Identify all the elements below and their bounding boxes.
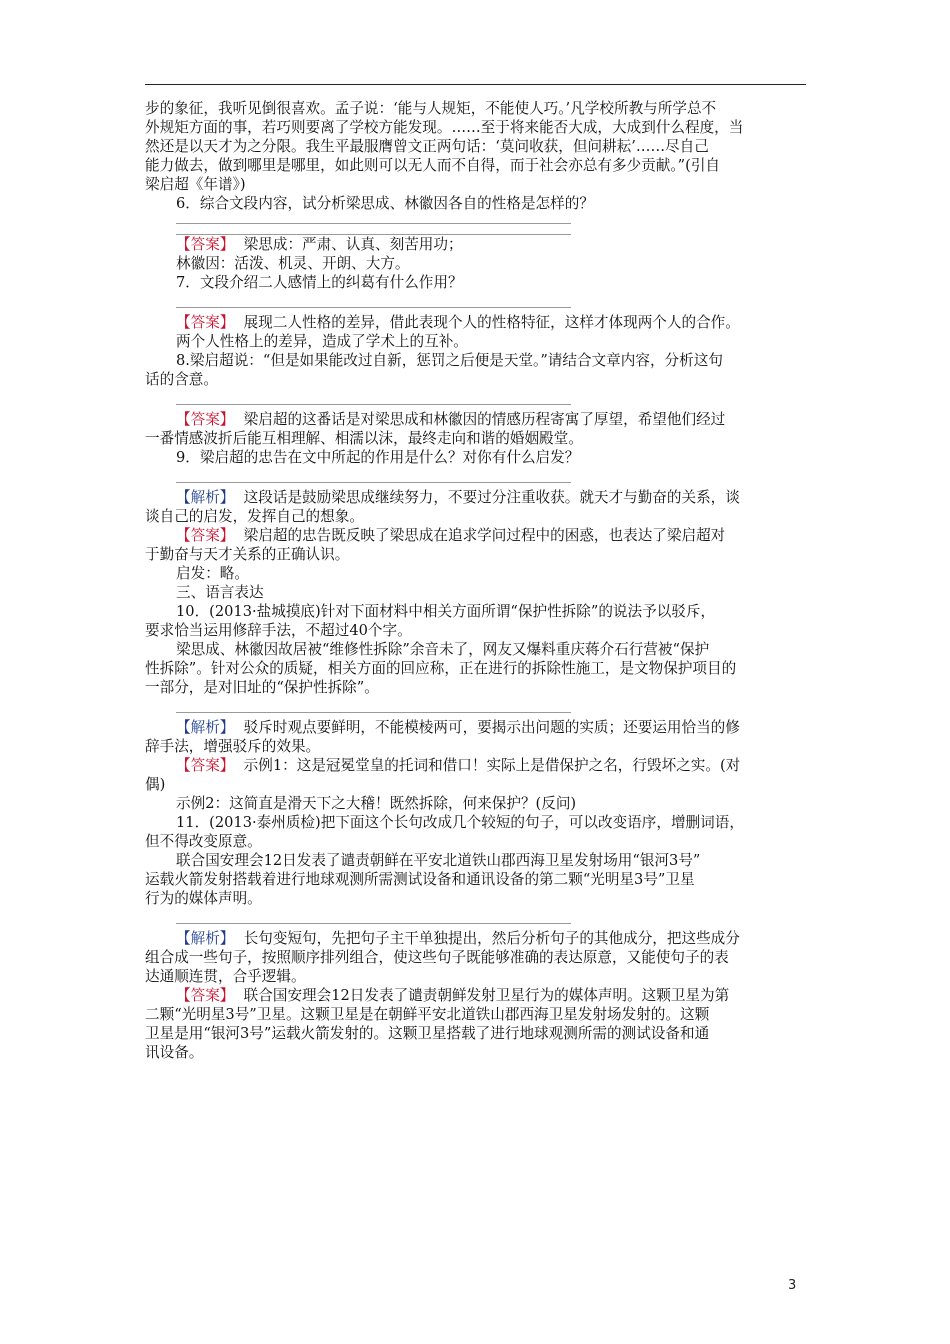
analysis-10: 【解析】 驳斥时观点要鲜明，不能模棱两可，要揭示出问题的实质；还要运用恰当的修 [176, 719, 740, 736]
analysis-label: 【解析】 [176, 719, 235, 736]
answer-11-cont: 二颗“光明星3号”卫星。这颗卫星是在朝鲜平安北道铁山郡西海卫星发射场发射的。这颗 [145, 1006, 710, 1023]
answer-blank-line [176, 697, 571, 713]
answer-blank-line [176, 908, 571, 924]
answer-10-cont: 偶) [145, 776, 166, 793]
material-10: 梁思成、林徽因故居被“维修性拆除”余音未了，网友又爆料重庆蒋介石行营被“保护 [176, 641, 710, 658]
header-rule [145, 84, 806, 85]
answer-label: 【答案】 [176, 527, 235, 544]
answer-9-cont: 于勤奋与天才关系的正确认识。 [145, 546, 350, 563]
material-11-cont: 运载火箭发射搭载着进行地球观测所需测试设备和通讯设备的第二颗“光明星3号”卫星 [145, 871, 695, 888]
page-number: 3 [788, 1278, 797, 1293]
text-line: 能力做去，做到哪里是哪里，如此则可以无人而不自得，而于社会亦总有多少贡献。”(引自 [145, 157, 721, 174]
analysis-10-cont: 辞手法，增强驳斥的效果。 [145, 738, 321, 755]
answer-6-cont: 林徽因：活泼、机灵、开朗、大方。 [176, 255, 410, 272]
material-10-cont: 性拆除”。针对公众的质疑，相关方面的回应称，正在进行的拆除性施工，是文物保护项目的 [145, 660, 737, 677]
answer-8: 【答案】 梁启超的这番话是对梁思成和林徽因的情感历程寄寓了厚望，希望他们经过 [176, 411, 726, 428]
answer-10: 【答案】 示例1：这是冠冕堂皇的托词和借口！实际上是借保护之名，行毁坏之实。(对 [176, 757, 741, 774]
question-8-cont: 话的含意。 [145, 371, 218, 388]
analysis-9: 【解析】 这段话是鼓励梁思成继续努力，不要过分注重收获。就天才与勤奋的关系，谈 [176, 489, 740, 506]
answer-7-cont: 两个人性格上的差异，造成了学术上的互补。 [176, 333, 468, 350]
material-11: 联合国安理会12日发表了谴责朝鲜在平安北道铁山郡西海卫星发射场用“银河3号” [176, 852, 701, 869]
analysis-9-cont: 谈自己的启发，发挥自己的想象。 [145, 508, 364, 525]
answer-label: 【答案】 [176, 314, 235, 331]
answer-11-cont: 讯设备。 [145, 1044, 204, 1061]
question-11-cont: 但不得改变原意。 [145, 833, 262, 850]
answer-blank-line [176, 389, 571, 405]
text-line: 外规矩方面的事，若巧则要离了学校方能发现。……至于将来能否大成，大成到什么程度，当 [145, 119, 744, 136]
answer-8-cont: 一番情感波折后能互相理解、相濡以沫，最终走向和谐的婚姻殿堂。 [145, 430, 583, 447]
answer-label: 【答案】 [176, 236, 235, 253]
answer-label: 【答案】 [176, 757, 235, 774]
question-8: 8.梁启超说：“但是如果能改过自新，惩罚之后便是天堂。”请结合文章内容，分析这句 [176, 352, 723, 369]
material-11-cont: 行为的媒体声明。 [145, 890, 262, 907]
question-10-cont: 要求恰当运用修辞手法，不超过40个字。 [145, 622, 412, 639]
question-11: 11．(2013·泰州质检)把下面这个长句改成几个较短的句子，可以改变语序，增删词语， [176, 814, 744, 831]
answer-blank-line [176, 292, 571, 308]
answer-6: 【答案】 梁思成：严肃、认真、刻苦用功； [176, 236, 463, 253]
analysis-label: 【解析】 [176, 489, 235, 506]
question-7: 7．文段介绍二人感情上的纠葛有什么作用？ [176, 274, 463, 291]
answer-label: 【答案】 [176, 411, 235, 428]
question-6: 6．综合文段内容，试分析梁思成、林徽因各自的性格是怎样的？ [176, 195, 594, 212]
answer-10-example2: 示例2：这简直是滑天下之大稽！既然拆除，何来保护？(反问) [176, 795, 577, 812]
answer-9-inspiration: 启发：略。 [176, 565, 249, 582]
text-line: 步的象征，我听见倒很喜欢。孟子说：‘能与人规矩，不能使人巧。’凡学校所教与所学总不 [145, 100, 717, 117]
analysis-label: 【解析】 [176, 930, 235, 947]
analysis-11-cont: 达通顺连贯，合乎逻辑。 [145, 968, 306, 985]
text-line: 然还是以天才为之分限。我生平最服膺曾文正两句话：‘莫问收获，但问耕耘’……尽自己 [145, 138, 709, 155]
answer-blank-line [176, 224, 571, 235]
answer-7: 【答案】 展现二人性格的差异，借此表现个人的性格特征，这样才体现两个人的合作。 [176, 314, 740, 331]
answer-9: 【答案】 梁启超的忠告既反映了梁思成在追求学问过程中的困惑，也表达了梁启超对 [176, 527, 726, 544]
question-9: 9．梁启超的忠告在文中所起的作用是什么？对你有什么启发？ [176, 449, 580, 466]
material-10-cont: 一部分，是对旧址的“保护性拆除”。 [145, 679, 379, 696]
analysis-11: 【解析】 长句变短句，先把句子主干单独提出，然后分析句子的其他成分，把这些成分 [176, 930, 740, 947]
answer-label: 【答案】 [176, 987, 235, 1004]
answer-blank-line [176, 213, 571, 224]
section-heading: 三、语言表达 [176, 584, 264, 601]
text-line: 梁启超《年谱》) [145, 176, 246, 193]
document-body [145, 99, 806, 1062]
answer-11: 【答案】 联合国安理会12日发表了谴责朝鲜发射卫星行为的媒体声明。这颗卫星为第 [176, 987, 730, 1004]
question-10: 10．(2013·盐城摸底)针对下面材料中相关方面所谓“保护性拆除”的说法予以驳斥， [176, 603, 716, 620]
answer-blank-line [176, 467, 571, 483]
answer-11-cont: 卫星是用“银河3号”运载火箭发射的。这颗卫星搭载了进行地球观测所需的测试设备和通 [145, 1025, 710, 1042]
analysis-11-cont: 组合成一些句子，按照顺序排列组合，使这些句子既能够准确的表达原意，又能使句子的表 [145, 949, 729, 966]
